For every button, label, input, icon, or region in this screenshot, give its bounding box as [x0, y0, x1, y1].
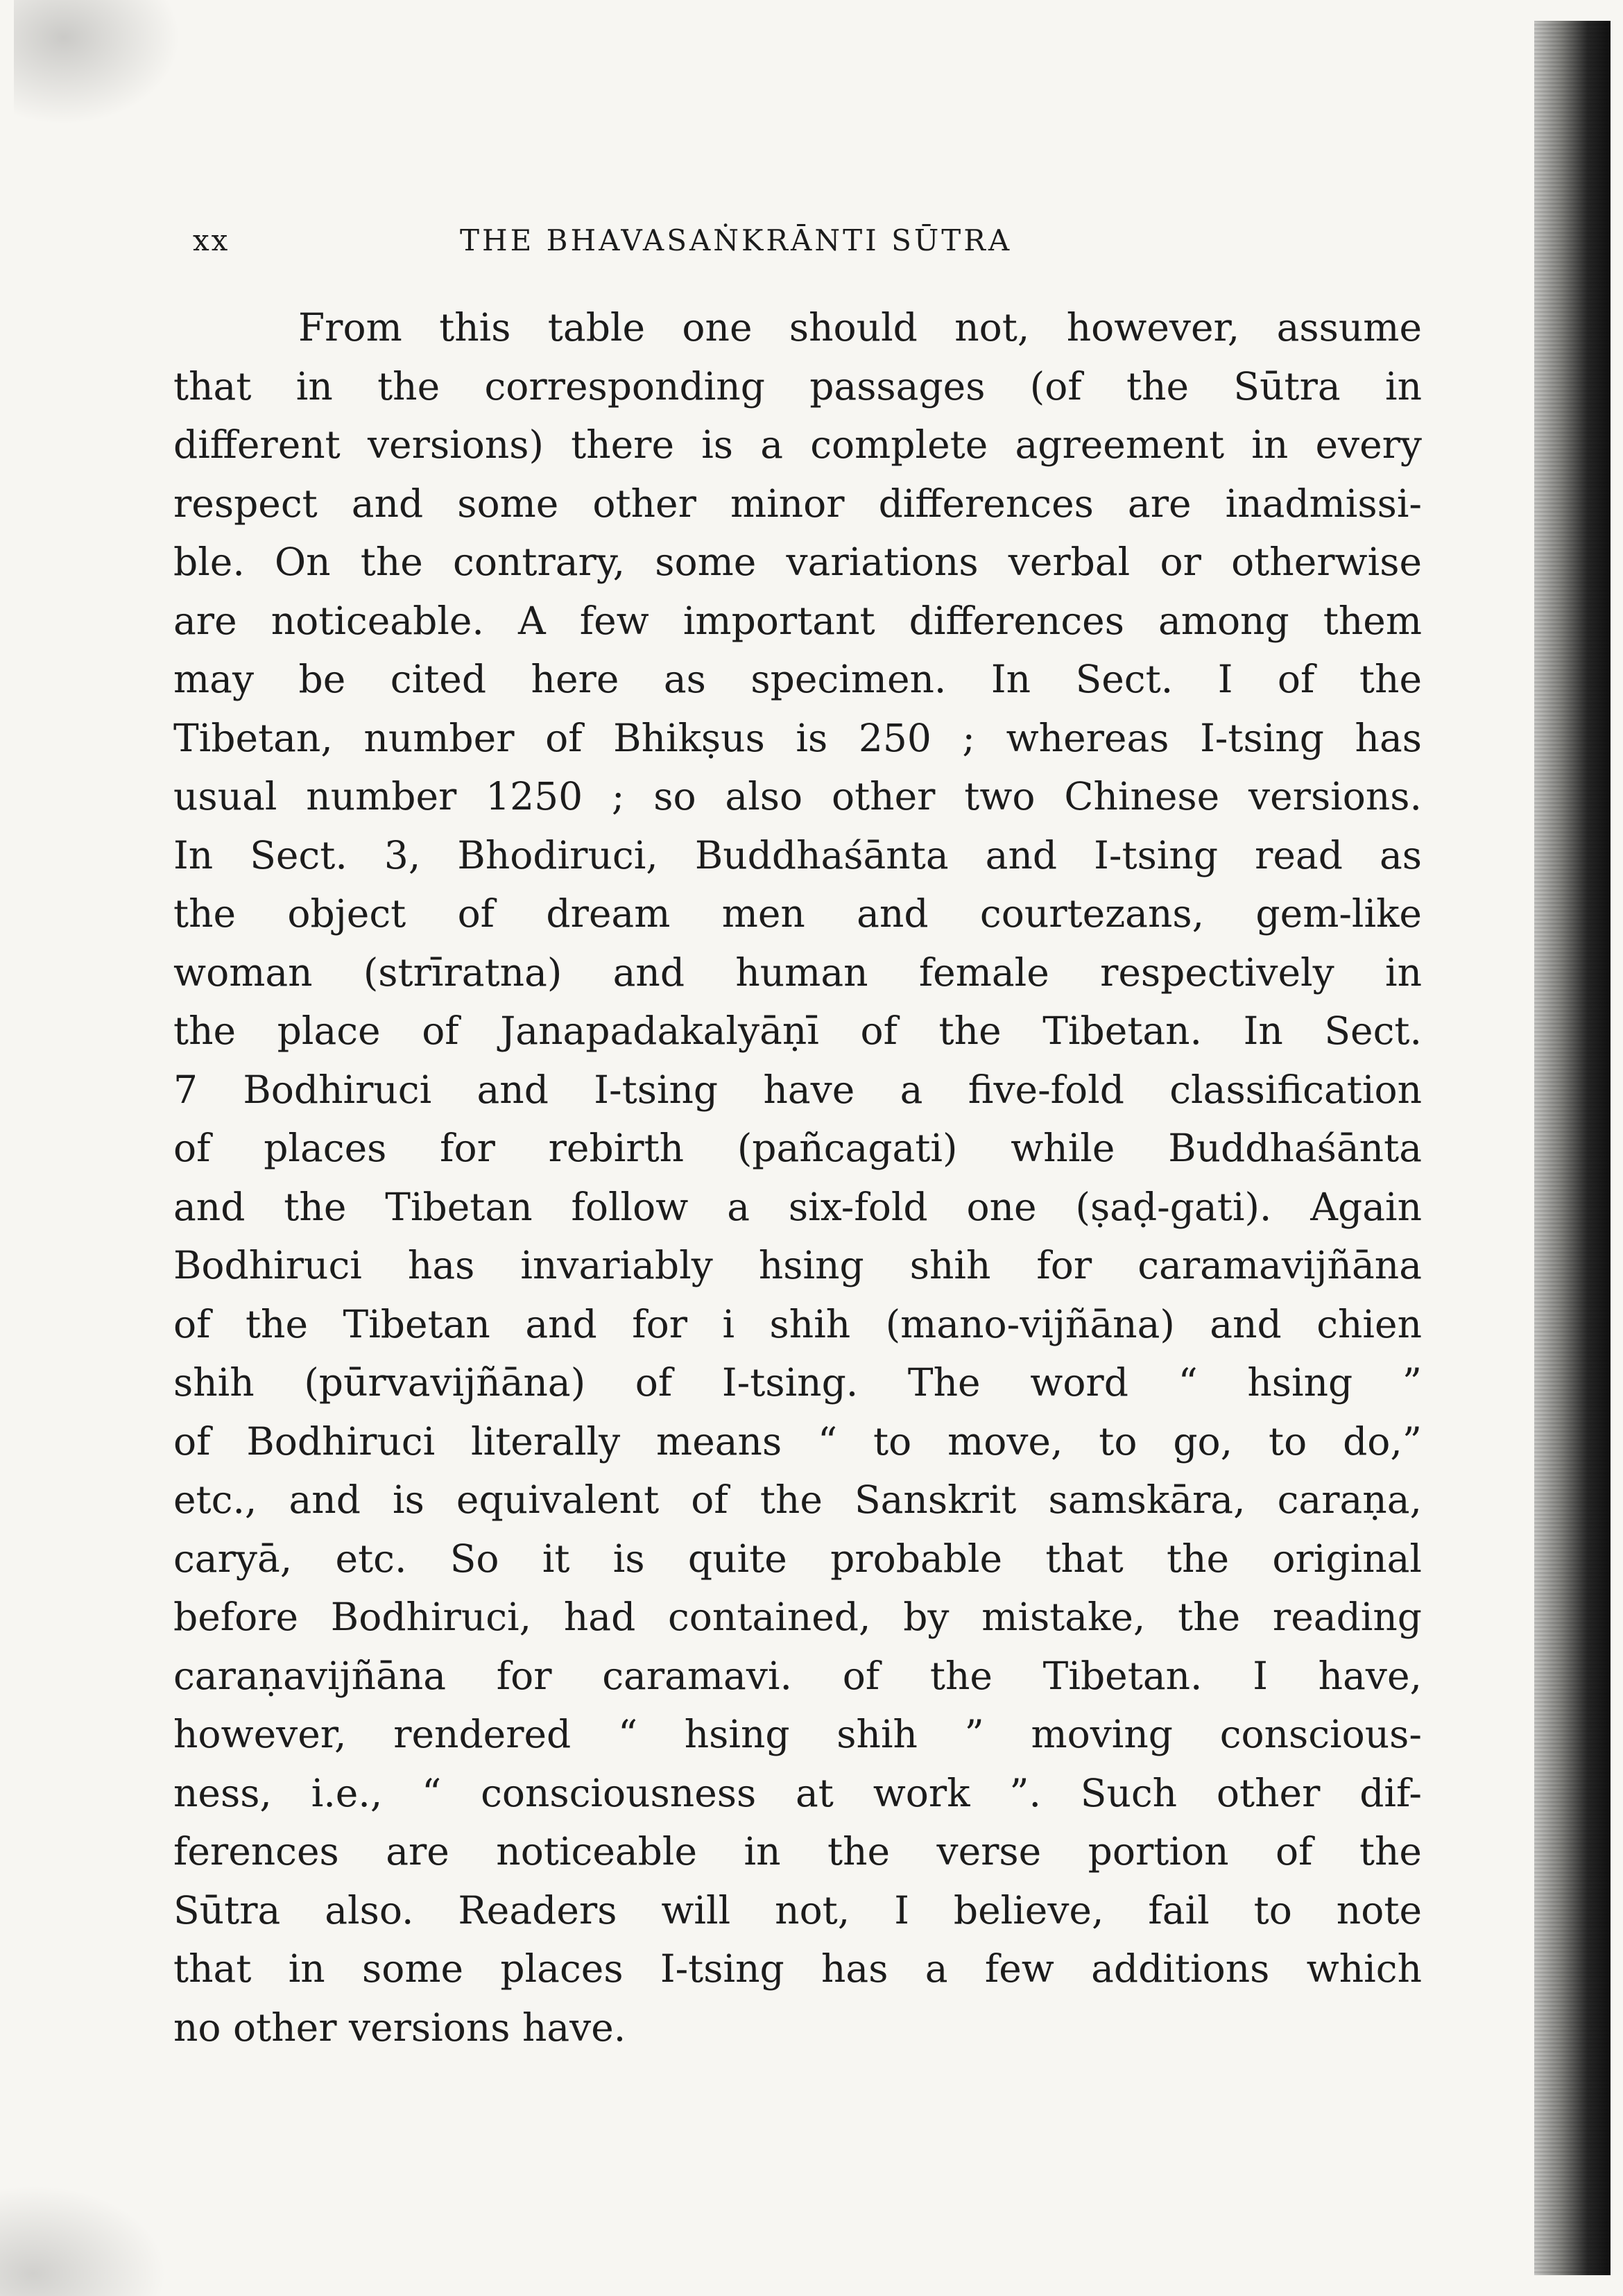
text-line: that in the corresponding passages (of the Sūtra in	[173, 363, 1422, 409]
text-line: In Sect. 3, Bhodiruci, Buddhaśānta and I-tsing read as	[173, 832, 1422, 877]
text-line: may be cited here as specimen. In Sect. I of the	[173, 657, 1422, 701]
text-line: caraṇavijñāna for caramavi. of the Tibetan. I have,	[173, 1653, 1422, 1698]
text-line: Bodhiruci has invariably hsing shih for caramavijñāna	[173, 1243, 1422, 1287]
text-line: From this table one should not, however, assume	[298, 305, 1422, 350]
text-line: respect and some other minor differences are inadmissi-	[173, 481, 1422, 526]
text-line: and the Tibetan follow a six-fold one (ṣaḍ-gati). Again	[173, 1184, 1422, 1229]
text-line: etc., and is equivalent of the Sanskrit samskāra, caraṇa,	[173, 1477, 1422, 1522]
text-line: ble. On the contrary, some variations verbal or otherwise	[173, 540, 1422, 584]
text-line: different versions) there is a complete agreement in every	[173, 422, 1422, 467]
text-line: however, rendered “ hsing shih ” moving conscious-	[173, 1712, 1422, 1756]
text-line: ferences are noticeable in the verse portion of the	[173, 1829, 1422, 1874]
text-line: are noticeable. A few important differences among them	[173, 598, 1422, 643]
text-line: no other versions have.	[173, 2005, 626, 2050]
text-line: that in some places I-tsing has a few additions which	[173, 1946, 1422, 1991]
text-line: Tibetan, number of Bhikṣus is 250 ; whereas I-tsing has	[173, 715, 1422, 760]
running-title: THE BHAVASAṄKRĀNTI SŪTRA	[460, 223, 1013, 257]
text-line: the object of dream men and courtezans, gem-like	[173, 891, 1422, 936]
scan-noise-bottom	[0, 2185, 166, 2296]
scan-noise-top	[14, 0, 180, 125]
text-line: before Bodhiruci, had contained, by mistake, the reading	[173, 1595, 1422, 1639]
book-binding-edge	[1534, 21, 1611, 2275]
text-line: shih (pūrvavijñāna) of I-tsing. The word “ hsing ”	[173, 1360, 1422, 1405]
text-line: 7 Bodhiruci and I-tsing have a five-fold classification	[173, 1067, 1422, 1112]
text-line: Sūtra also. Readers will not, I believe, fail to note	[173, 1887, 1422, 1933]
text-line: the place of Janapadakalyāṇī of the Tibetan. In Sect.	[173, 1009, 1422, 1053]
text-line: caryā, etc. So it is quite probable that the original	[173, 1536, 1422, 1581]
text-line: ness, i.e., “ consciousness at work ”. Such other dif-	[173, 1770, 1422, 1815]
text-line: woman (strīratna) and human female respectively in	[173, 950, 1422, 995]
body-paragraph	[173, 298, 1422, 2057]
page-number: xx	[193, 223, 230, 257]
text-line: of places for rebirth (pañcagati) while Buddhaśānta	[173, 1126, 1422, 1170]
text-line: of Bodhiruci literally means “ to move, to go, to do,”	[173, 1419, 1422, 1464]
text-line: of the Tibetan and for i shih (mano-vijñāna) and chien	[173, 1301, 1422, 1346]
text-line: usual number 1250 ; so also other two Chinese versions.	[173, 774, 1422, 819]
running-head	[193, 223, 1414, 272]
